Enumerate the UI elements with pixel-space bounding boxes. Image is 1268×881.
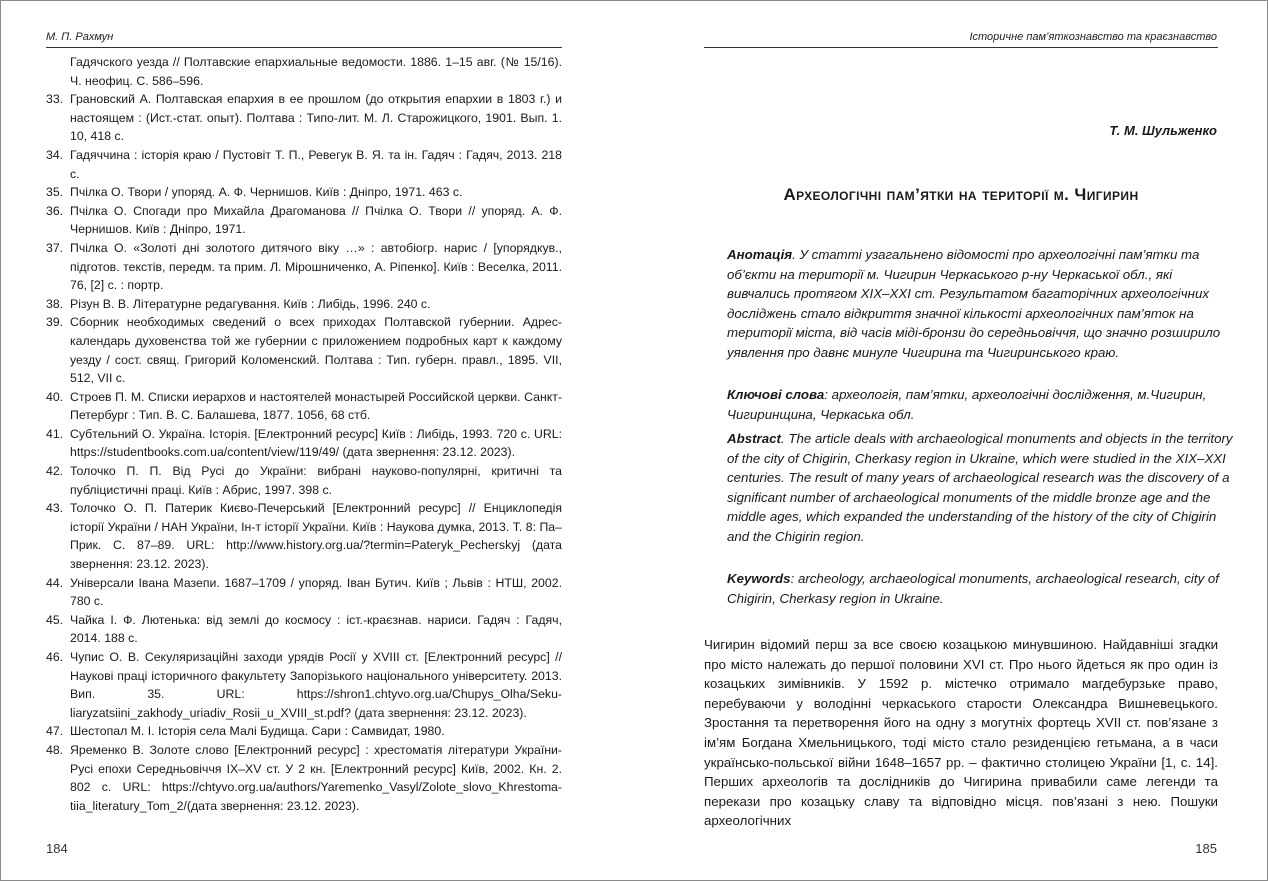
reference-item (46, 388, 562, 425)
reference-item (46, 462, 562, 499)
keywords-uk-block (727, 385, 1239, 424)
reference-text: Субтельний О. Україна. Історія. [Електронний ресурс] Київ : Либідь, 1993. 720 с. URL: https://studentbooks.com.ua/content/view/119/49/ (дата звернення: 23.12. 2023). (70, 426, 562, 460)
reference-text: Яременко В. Золоте слово [Електронний ресурс] : хрестоматія літератури України-Русі епохи Середньовіччя IX–XV ст. У 2 кн. [Електронний ресурс] Київ, 2002. Кн. 2. 802 с. URL: https://chtyvo.org.ua/authors/Yaremenko_Vasyl/Zolote_slovo_Khrestoma-tiia_literatury_Tom_2/(дата звернення: 23.12. 2023). (70, 742, 562, 813)
running-head: Історичне пам’яткознавство та краєзнавство (969, 31, 1217, 43)
running-head: М. П. Рахмун (46, 31, 114, 43)
reference-number: 46. (46, 650, 64, 664)
reference-item (46, 741, 562, 815)
keywords-en-label: Keywords (727, 571, 791, 586)
reference-number: 33. (46, 92, 64, 107)
abstract-en-block (727, 429, 1239, 547)
reference-text: Гадячского уезда // Полтавские епархиальные ведомости. 1886. 1–15 авг. (№ 15/16). Ч. неофиц. С. 586–596. (70, 55, 562, 88)
left-page (1, 1, 634, 880)
annotation-text: . У статті узагальнено відомості про археологічні пам’ятки та об’єкти на території м. Чигирин Черкаського р-ну Черкаської обл., які вивчались протягом XIX–XXI ст. Результатом багаторічних археологічних досліджень стало відкриття значної кількості археологічних пам’яток на території міста, від часів міді-бронзи до середньовіччя, що значно розширило уявлення про давнє минуле Чигирина та Чигиринського краю. (727, 247, 1221, 360)
reference-item (46, 239, 562, 295)
keywords-uk-label: Ключові слова (727, 387, 825, 402)
reference-item (46, 90, 562, 146)
reference-item (46, 611, 562, 648)
reference-number: 42. (46, 464, 64, 479)
page-number: 185 (1195, 841, 1217, 856)
reference-text: Толочко О. П. Патерик Києво-Печерський [Електронний ресурс] // Енциклопедія історії України / НАН України, Ін-т історії України. Київ : Наукова думка, 2013. Т. 8: Па–Прик. С. 87–89. URL: http://www.history.org.ua/?termin=Pateryk_Pecherskyj (дата звернення: 23.12. 2023). (70, 501, 562, 572)
reference-number: 45. (46, 612, 64, 627)
right-page (635, 1, 1267, 880)
reference-text: Шестопал М. І. Історія села Малі Будища. Сари : Самвидат, 1980. (70, 724, 445, 739)
reference-number: 38. (46, 296, 64, 311)
article-author: Т. М. Шульженко (1109, 123, 1217, 138)
reference-text: Універсали Івана Мазепи. 1687–1709 / упоряд. Іван Бутич. Київ ; Львів : НТШ, 2002. 780 с. (70, 575, 562, 609)
reference-number: 40. (46, 389, 64, 404)
reference-number: 41. (46, 426, 64, 441)
reference-item (46, 722, 562, 741)
reference-item (46, 574, 562, 611)
reference-text: Пчілка О. Спогади про Михайла Драгоманова // Пчілка О. Твори // упоряд. А. Ф. Чернишов. Київ : Дніпро, 1971. (70, 203, 562, 237)
reference-item (46, 53, 562, 90)
reference-item (46, 313, 562, 387)
reference-text: Грановский А. Полтавская епархия в ее прошлом (до открытия епархии в 1803 г.) и настоящем : (Ист.-стат. опыт). Полтава : Типо-лит. М. Л. Старожицкого, 1901. Вып. 1. 10, 418 с. (70, 92, 562, 144)
header-rule (46, 47, 562, 48)
reference-number: 36. (46, 203, 64, 218)
header-rule (704, 47, 1218, 48)
reference-text: Різун В. В. Літературне редагування. Київ : Либідь, 1996. 240 с. (70, 296, 431, 311)
reference-text: Сборник необходимых сведений о всех приходах Полтавской губернии. Адрес-календарь духовенства той же губернии с приложением подробных карт к каждому уезду / сост. свящ. Григорий Коломенский. Полтава : Тип. губерн. правл., 1895. VII, 512, VII с. (70, 315, 562, 386)
reference-text: Пчілка О. Твори / упоряд. А. Ф. Чернишов. Київ : Дніпро, 1971. 463 с. (70, 185, 463, 200)
reference-item (46, 183, 562, 202)
annotation-label: Анотація (727, 247, 793, 262)
reference-text: Строев П. М. Списки иерархов и настоятелей монастырей Российской церкви. Санкт-Петербург : Тип. В. С. Балашева, 1877. 1056, 68 стб. (70, 389, 562, 423)
reference-item (46, 499, 562, 573)
reference-number (46, 53, 70, 90)
abstract-en-text: . The article deals with archaeological monuments and objects in the territory of the city of Chigirin, Cherkasy region in Ukraine, which were studied in the XIX–XXI centuries. The result of many years of archaeological research was the discovery of a significant number of archaeological monuments of the middle bronze age and the middle ages, which expanded the understanding of the history of the city of Chigirin and the Chigirin region. (727, 431, 1233, 544)
reference-number: 39. (46, 315, 64, 330)
keywords-en-text: : archeology, archaeological monuments, archaeological research, city of Chigirin, Cherkasy region in Ukraine. (727, 571, 1219, 606)
reference-number: 44. (46, 575, 64, 590)
reference-number: 34. (46, 147, 64, 162)
reference-number: 37. (46, 240, 64, 255)
keywords-uk-text: : археологія, пам’ятки, археологічні дослідження, м.Чигирин, Чигиринщина, Черкаська обл. (727, 387, 1207, 422)
annotation-block (727, 245, 1239, 363)
reference-item (46, 146, 562, 183)
reference-text: Пчілка О. «Золоті дні золотого дитячого віку …» : автобіогр. нарис / [упорядкув., підготов. текстів, передм. та прим. Л. Мірошниченко, А. Ріпенко]. Київ : Веселка, 2011. 76, [2] с. : портр. (70, 240, 562, 293)
reference-text: Гадяччина : історія краю / Пустовіт Т. П., Ревегук В. Я. та ін. Гадяч : Гадяч, 2013. 218 с. (70, 147, 562, 181)
reference-text: Чупис О. В. Секуляризаційні заходи урядів Росії у XVIII ст. [Електронний ресурс] // Наукові праці історичного факультету Запорізького національного університету. 2013. Вип. 35. URL: https://shron1.chtyvo.org.ua/Chupys_Olha/Seku-liaryzatsiini_zakhody_uriadiv_Rosii_u_XVIII_st.pdf? (дата звернення: 23.12. 2023). (70, 650, 562, 720)
article-title: Археологічні пам’ятки на території м. Чигирин (783, 185, 1139, 204)
reference-number: 48. (46, 742, 64, 757)
page-number: 184 (46, 841, 68, 856)
reference-text: Чайка І. Ф. Лютенька: від землі до космосу : іст.-краєзнав. нариси. Гадяч : Гадяч, 2014. 188 с. (70, 612, 562, 646)
reference-item (46, 295, 562, 314)
article-body: Чигирин відомий перш за все своєю козацькою минувшиною. Найдавніші згадки про місто належать до першої половини XVI ст. Про нього йдеться як про один із козацьких зимівників. У 1592 р. містечко отримало магдебурзьке право, перебуваючи у володінні черкаського старости Олександра Вишневецького. Зростання та перетворення його на одну з могутніх фортець XVII ст. пов’язане з ім’ям Богдана Хмельницького, тоді місто стало резиденцією гетьмана, а в часи українсько-польської війни 1648–1657 рр. – фактично столицею України [1, с. 14]. Перших археологів та дослідників до Чигирина привабили саме легенди та перекази про козацьку славу та відповідно місця. пов’язані з нею. Пошуки археологічних (704, 637, 1218, 829)
reference-number: 43. (46, 501, 64, 516)
reference-item (46, 202, 562, 239)
reference-item (46, 648, 562, 722)
reference-text: Толочко П. П. Від Русі до України: вибрані науково-популярні, критичні та публіцистичні праці. Київ : Абрис, 1997. 398 с. (70, 464, 562, 497)
abstract-en-label: Abstract (727, 431, 781, 446)
reference-number: 35. (46, 185, 64, 200)
reference-number: 47. (46, 724, 64, 739)
reference-list (46, 53, 562, 815)
keywords-en-block (727, 569, 1239, 608)
reference-item (46, 425, 562, 462)
